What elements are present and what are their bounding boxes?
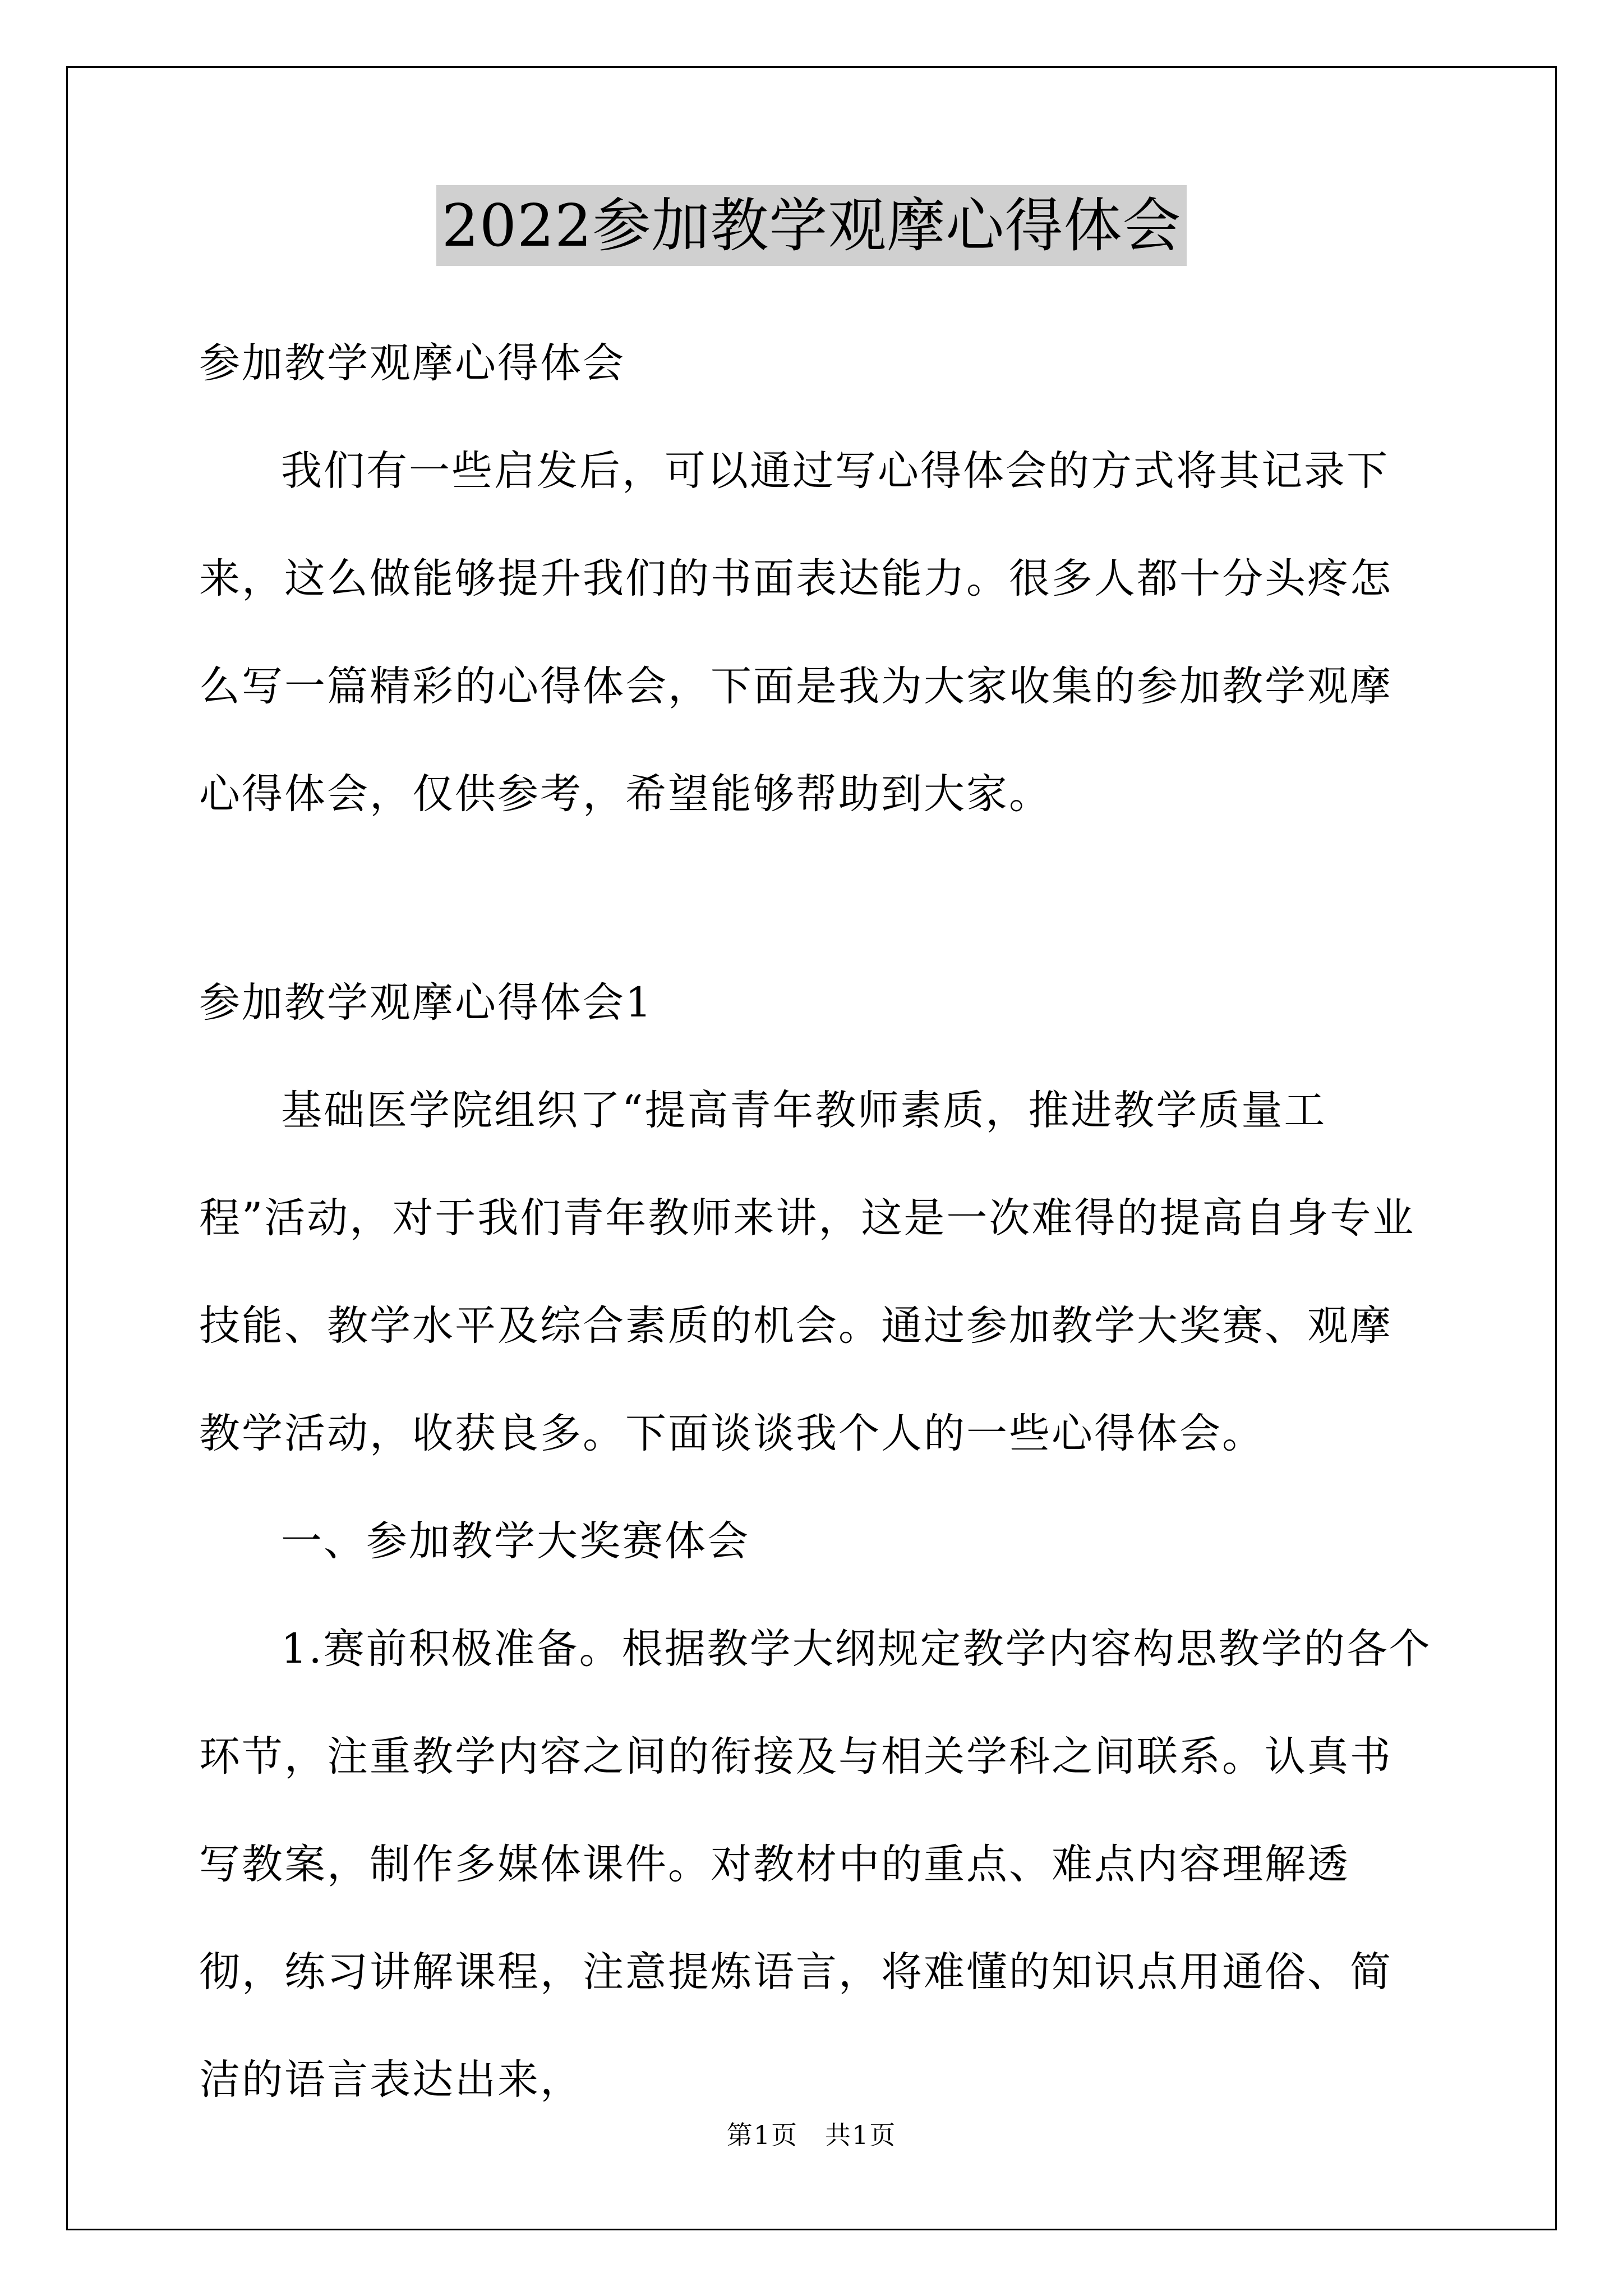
document-title: 2022参加教学观摩心得体会 (436, 185, 1187, 266)
subtitle: 参加教学观摩心得体会 (199, 339, 625, 387)
body-paragraph-2: 1.赛前积极准备。根据教学大纲规定教学内容构思教学的各个环节，注重教学内容之间的衔接及与相关学科之间联系。认真书写教案，制作多媒体课件。对教材中的重点、难点内容理解透彻，练习讲解课程，注意提炼语言，将难懂的知识点用通俗、简洁的语言表达出来， (199, 1625, 1432, 2104)
section-heading: 参加教学观摩心得体会1 (199, 979, 653, 1027)
intro-paragraph: 我们有一些启发后，可以通过写心得体会的方式将其记录下来，这么做能够提升我们的书面表达能力。很多人都十分头疼怎么写一篇精彩的心得体会，下面是我为大家收集的参加教学观摩心得体会，仅供参考，希望能够帮助到大家。 (199, 447, 1393, 818)
page-footer: 第1页 共1页 (726, 2120, 897, 2150)
document-title-wrap (0, 185, 1623, 266)
document-body (199, 310, 1433, 2134)
sub-heading: 一、参加教学大奖赛体会 (281, 1517, 750, 1565)
body-paragraph-1: 基础医学院组织了“提高青年教师素质，推进教学质量工程”活动，对于我们青年教师来讲，这是一次难得的提高自身专业技能、教学水平及综合素质的机会。通过参加教学大奖赛、观摩教学活动，收获良多。下面谈谈我个人的一些心得体会。 (199, 1087, 1415, 1457)
section-gap (199, 848, 1433, 949)
